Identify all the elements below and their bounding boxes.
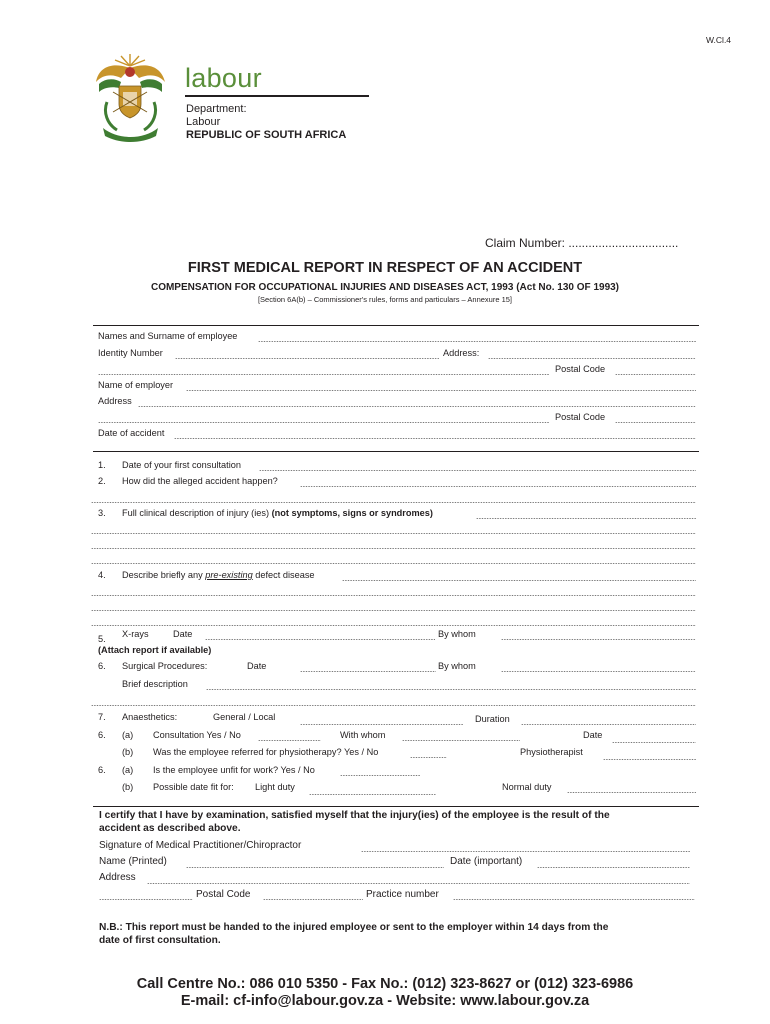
q4-label: Describe briefly any pre-existing defect disease xyxy=(122,570,315,580)
q3-line-4[interactable] xyxy=(91,563,696,564)
certify-statement-line1: I certify that I have by examination, satisfied myself that the injury(ies) of the employee is the result of the xyxy=(99,810,610,821)
q4-line-2[interactable] xyxy=(91,595,696,596)
possible-date-fit-label: Possible date fit for: xyxy=(153,782,234,792)
light-duty-line[interactable] xyxy=(309,794,436,795)
q1-number: 1. xyxy=(98,460,106,470)
form-subtitle: COMPENSATION FOR OCCUPATIONAL INJURIES AND DISEASES ACT, 1993 (Act No. 130 OF 1993) xyxy=(150,282,620,293)
q5-number: 5. xyxy=(98,634,106,644)
employee-address-line[interactable] xyxy=(488,358,696,359)
practitioner-postal-code-line[interactable] xyxy=(263,899,363,900)
q7-number: 7. xyxy=(98,712,106,722)
brand-wordmark: labour xyxy=(185,63,262,93)
form-code: W.Cl.4 xyxy=(706,35,732,45)
contact-email-website: E-mail: cf-info@labour.gov.za - Website: www.labour.gov.za xyxy=(180,993,590,1009)
with-whom-label: With whom xyxy=(340,730,386,740)
duration-line[interactable] xyxy=(521,724,696,725)
normal-duty-label: Normal duty xyxy=(502,782,552,792)
postal-code-label: Postal Code xyxy=(555,364,606,374)
identity-number-label: Identity Number xyxy=(98,348,163,358)
surgical-by-whom-line[interactable] xyxy=(501,671,696,672)
brief-description-line[interactable] xyxy=(206,689,696,690)
employee-address-label: Address: xyxy=(443,348,480,358)
practitioner-postal-code-label: Postal Code xyxy=(196,889,251,900)
name-printed-label: Name (Printed) xyxy=(99,856,167,867)
q1-label: Date of your first consultation xyxy=(122,460,241,470)
section-divider xyxy=(93,451,699,452)
country-name: REPUBLIC OF SOUTH AFRICA xyxy=(186,129,347,141)
coat-of-arms-logo xyxy=(93,52,168,144)
xrays-by-whom-label: By whom xyxy=(438,629,476,639)
employer-name-label: Name of employer xyxy=(98,380,174,390)
surgical-procedures-label: Surgical Procedures: xyxy=(122,661,208,671)
claim-number-field[interactable]: Claim Number: ................................. xyxy=(485,236,679,250)
employee-address-line-2[interactable] xyxy=(98,374,549,375)
xrays-date-label: Date xyxy=(173,629,193,639)
consultation-date-line[interactable] xyxy=(612,742,696,743)
xrays-label: X-rays xyxy=(122,629,149,639)
anaesthetics-label: Anaesthetics: xyxy=(122,712,178,722)
attach-report-note: (Attach report if available) xyxy=(98,645,212,655)
date-of-accident-label: Date of accident xyxy=(98,428,165,438)
consultation-line[interactable] xyxy=(258,740,321,741)
physiotherapist-line[interactable] xyxy=(603,759,696,760)
q2-line-2[interactable] xyxy=(91,502,696,503)
q4-line-4[interactable] xyxy=(91,625,696,626)
postal-code-line[interactable] xyxy=(615,374,696,375)
employer-address-label: Address xyxy=(98,396,132,406)
q6c-b-label: (b) xyxy=(122,782,134,792)
surgical-date-label: Date xyxy=(247,661,267,671)
physiotherapy-line[interactable] xyxy=(410,757,447,758)
date-of-accident-line[interactable] xyxy=(174,438,696,439)
consultation-label: Consultation Yes / No xyxy=(153,730,241,740)
date-important-label: Date (important) xyxy=(450,856,523,867)
q2-line[interactable] xyxy=(300,486,696,487)
practice-number-label: Practice number xyxy=(366,889,439,900)
section-reference: [Section 6A(b) – Commissioner's rules, forms and particulars – Annexure 15] xyxy=(257,295,513,304)
form-title: FIRST MEDICAL REPORT IN RESPECT OF AN ACCIDENT xyxy=(187,260,583,276)
department-label: Department: xyxy=(186,103,247,115)
unfit-line[interactable] xyxy=(340,775,420,776)
employer-address-line[interactable] xyxy=(138,406,696,407)
q6b-a-label: (a) xyxy=(122,730,134,740)
general-local-label: General / Local xyxy=(213,712,276,722)
q6-number: 6. xyxy=(98,661,106,671)
practice-number-line[interactable] xyxy=(453,899,695,900)
employee-name-label: Names and Surname of employee xyxy=(98,331,238,341)
q3-line-2[interactable] xyxy=(91,533,696,534)
q3-number: 3. xyxy=(98,508,106,518)
employer-name-line[interactable] xyxy=(186,390,696,391)
employer-address-line-2[interactable] xyxy=(98,422,549,423)
employer-postal-code-line[interactable] xyxy=(615,422,696,423)
surgical-date-line[interactable] xyxy=(300,671,436,672)
q6b-number: 6. xyxy=(98,730,106,740)
light-duty-label: Light duty xyxy=(255,782,295,792)
employer-postal-code-label: Postal Code xyxy=(555,412,606,422)
certify-statement-line2: accident as described above. xyxy=(99,823,241,834)
q2-label: How did the alleged accident happen? xyxy=(122,476,278,486)
nb-note-line2: date of first consultation. xyxy=(99,935,221,946)
employee-name-line[interactable] xyxy=(258,341,696,342)
practitioner-address-line-2[interactable] xyxy=(99,899,193,900)
with-whom-line[interactable] xyxy=(402,740,520,741)
normal-duty-line[interactable] xyxy=(567,792,696,793)
date-important-line[interactable] xyxy=(537,867,690,868)
brief-description-line-2[interactable] xyxy=(91,705,696,706)
xrays-date-line[interactable] xyxy=(205,639,435,640)
q3-label: Full clinical description of injury (ies) (not symptoms, signs or syndromes) xyxy=(122,508,433,518)
top-divider xyxy=(93,325,699,326)
q2-number: 2. xyxy=(98,476,106,486)
q4-number: 4. xyxy=(98,570,106,580)
q3-line-3[interactable] xyxy=(91,548,696,549)
q4-line-3[interactable] xyxy=(91,610,696,611)
consultation-date-label: Date xyxy=(583,730,603,740)
surgical-by-whom-label: By whom xyxy=(438,661,476,671)
physiotherapist-label: Physiotherapist xyxy=(520,747,583,757)
certification-divider xyxy=(93,806,699,807)
name-printed-line[interactable] xyxy=(186,867,444,868)
signature-label: Signature of Medical Practitioner/Chiropractor xyxy=(99,840,302,851)
brand-divider xyxy=(185,95,369,97)
q6b-b-label: (b) xyxy=(122,747,134,757)
brief-description-label: Brief description xyxy=(122,679,188,689)
anaesthetics-line[interactable] xyxy=(300,724,463,725)
duration-label: Duration xyxy=(475,714,510,724)
practitioner-address-label: Address xyxy=(99,872,136,883)
q3-line[interactable] xyxy=(476,518,696,519)
signature-line[interactable] xyxy=(361,851,690,852)
q6c-a-label: (a) xyxy=(122,765,134,775)
unfit-question: Is the employee unfit for work? Yes / No xyxy=(153,765,315,775)
physiotherapy-question: Was the employee referred for physiotherapy? Yes / No xyxy=(153,747,379,757)
q6c-number: 6. xyxy=(98,765,106,775)
identity-number-line[interactable] xyxy=(175,358,439,359)
contact-phone-fax: Call Centre No.: 086 010 5350 - Fax No.: (012) 323-8627 or (012) 323-6986 xyxy=(136,976,634,992)
practitioner-address-line[interactable] xyxy=(147,883,690,884)
xrays-by-whom-line[interactable] xyxy=(501,639,696,640)
nb-note-line1: N.B.: This report must be handed to the injured employee or sent to the employer within 14 days from the xyxy=(99,922,609,933)
q4-line[interactable] xyxy=(342,580,696,581)
department-name: Labour xyxy=(186,116,221,128)
q1-line[interactable] xyxy=(259,470,696,471)
